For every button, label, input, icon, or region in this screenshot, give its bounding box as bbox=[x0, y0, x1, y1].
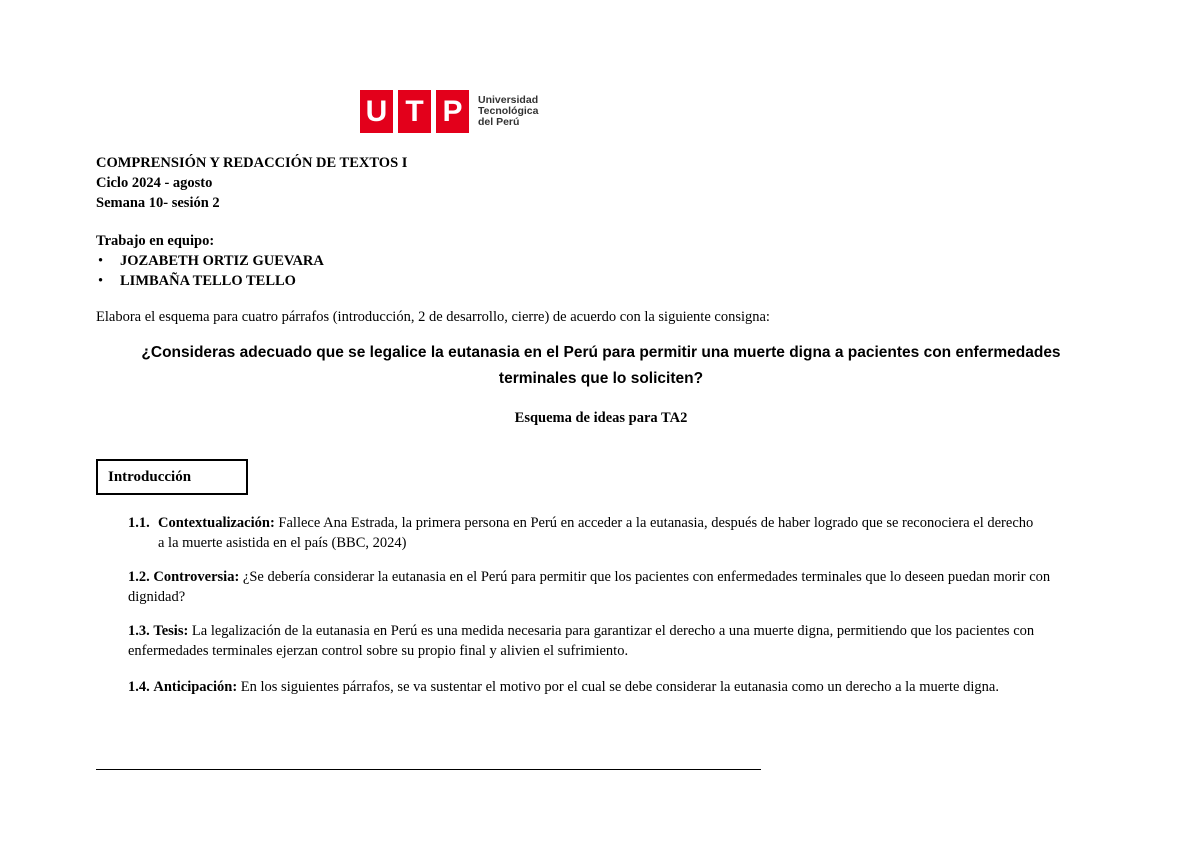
section-heading-box bbox=[96, 459, 248, 495]
scheme-title: Esquema de ideas para TA2 bbox=[514, 410, 688, 426]
item-label: Contextualización: bbox=[158, 515, 275, 531]
item-number: 1.3. bbox=[128, 623, 150, 639]
item-number: 1.4. bbox=[128, 679, 150, 695]
item-text: La legalización de la eutanasia en Perú es una medida necesaria para garantizar el derecho a una muerte digna, permitiendo que los pacientes con enfermedades terminales ejerzan control sobre su propio final y alivien el sufrimiento. bbox=[128, 623, 1035, 659]
item-number: 1.1. bbox=[128, 515, 150, 531]
outline-item bbox=[128, 567, 1108, 607]
team-member: • JOZABETH ORTIZ GUEVARA bbox=[96, 251, 324, 271]
section-heading: Introducción bbox=[108, 469, 192, 485]
item-text: Fallece Ana Estrada, la primera persona en Perú en acceder a la eutanasia, después de haber logrado que se reconociera el derecho bbox=[278, 515, 1034, 531]
item-label: Controversia: bbox=[153, 569, 240, 585]
item-number: 1.2. bbox=[128, 569, 150, 585]
instruction-text: Elabora el esquema para cuatro párrafos (introducción, 2 de desarrollo, cierre) de acuerdo con la siguiente consigna: bbox=[96, 309, 770, 325]
logo-name-line-1: Universidad bbox=[478, 94, 539, 106]
logo-name-line-2: Tecnológica bbox=[478, 105, 539, 117]
logo-name-line-3: del Perú bbox=[478, 116, 520, 128]
item-text: ¿Se debería considerar la eutanasia en el Perú para permitir que los pacientes con enfermedades terminales que lo deseen puedan morir con dignidad? bbox=[128, 569, 1051, 605]
item-label: Tesis: bbox=[153, 623, 189, 639]
logo-university-name bbox=[478, 95, 538, 128]
course-header bbox=[96, 153, 407, 213]
course-week: Semana 10- sesión 2 bbox=[96, 195, 220, 211]
team-member: • LIMBAÑA TELLO TELLO bbox=[96, 271, 324, 291]
prompt-question bbox=[96, 340, 1106, 392]
item-text-continuation: a la muerte asistida en el país (BBC, 2024) bbox=[158, 535, 407, 551]
logo-letter-t: T bbox=[398, 90, 431, 133]
outline-item bbox=[128, 677, 1108, 697]
outline-item bbox=[128, 513, 1108, 553]
prompt-question-line-2: terminales que lo soliciten? bbox=[498, 370, 704, 387]
course-cycle: Ciclo 2024 - agosto bbox=[96, 175, 213, 191]
prompt-question-line-1: ¿Consideras adecuado que se legalice la eutanasia en el Perú para permitir una muerte digna a pacientes con enfermedades bbox=[141, 344, 1061, 361]
team-title: Trabajo en equipo: bbox=[96, 233, 215, 249]
logo-letter-u: U bbox=[360, 90, 393, 133]
item-label: Anticipación: bbox=[153, 679, 238, 695]
team-members-list bbox=[96, 251, 324, 291]
logo-letter-p: P bbox=[436, 90, 469, 133]
course-title: COMPRENSIÓN Y REDACCIÓN DE TEXTOS I bbox=[96, 155, 408, 171]
item-text: En los siguientes párrafos, se va sustentar el motivo por el cual se debe considerar la eutanasia como un derecho a la muerte digna. bbox=[240, 679, 999, 695]
utp-logo bbox=[360, 90, 538, 133]
outline-item bbox=[128, 621, 1108, 661]
footnote-separator bbox=[96, 769, 761, 770]
